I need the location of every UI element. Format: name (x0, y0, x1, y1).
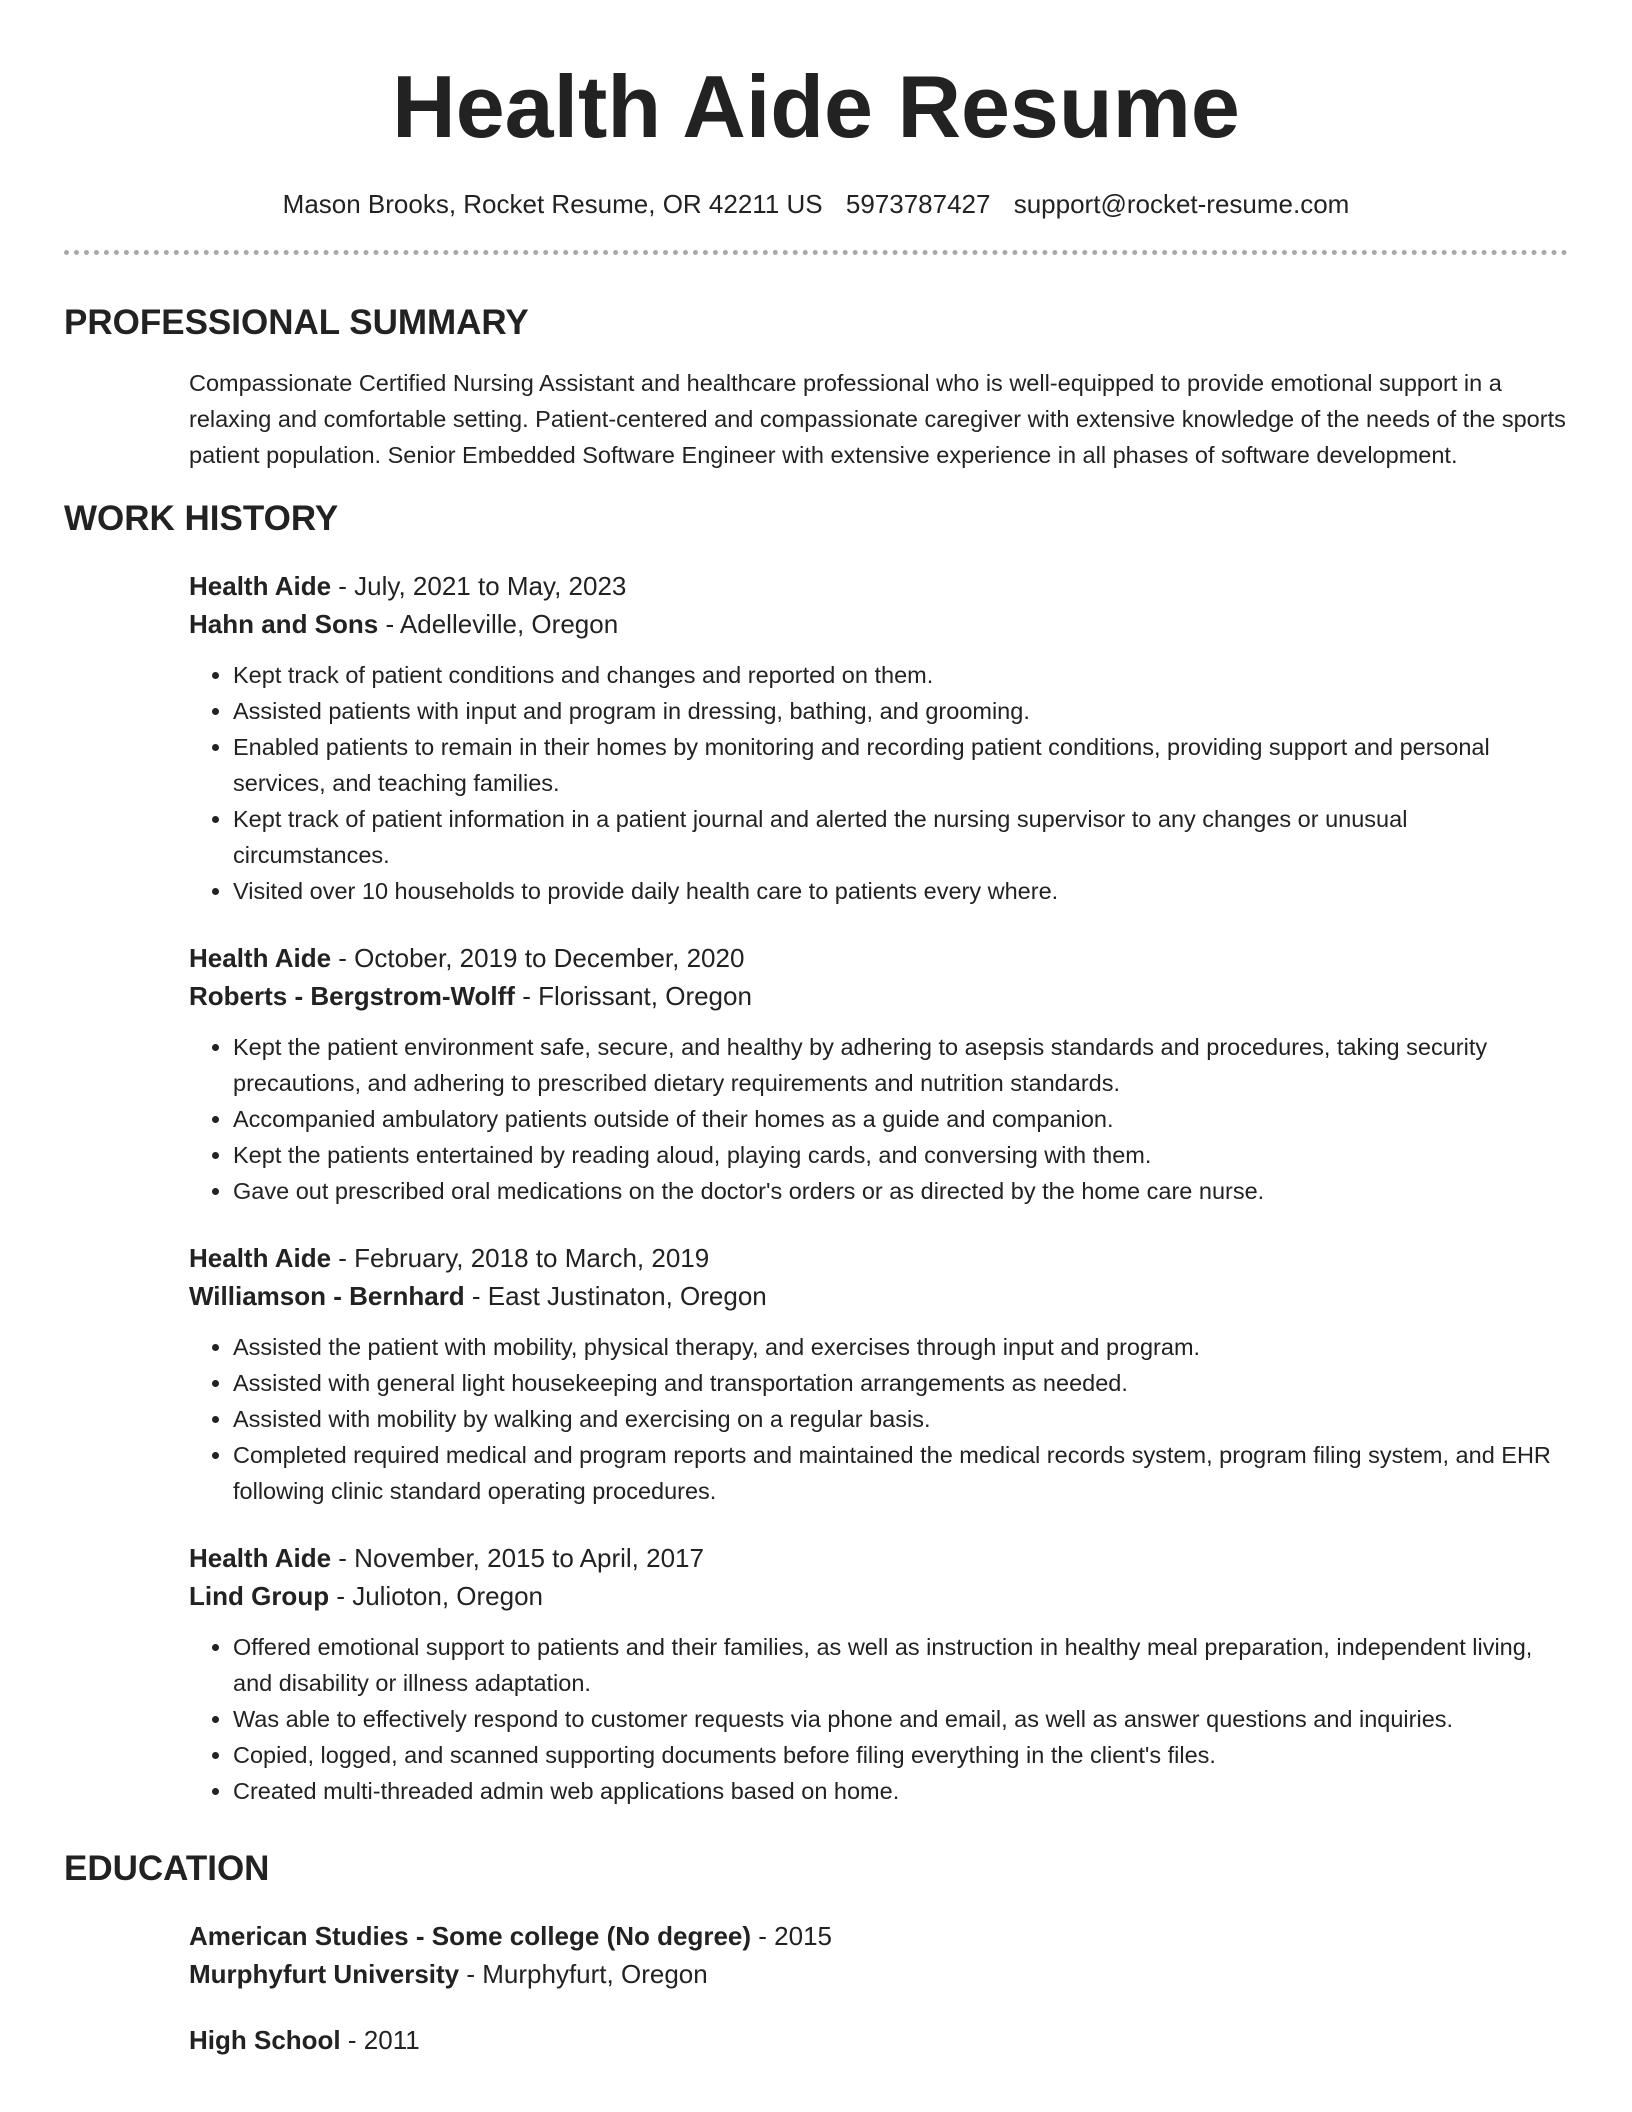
job-title: Health Aide (189, 1243, 332, 1273)
job-title-line (189, 1539, 1568, 1577)
job-location: - Julioton, Oregon (329, 1581, 543, 1611)
contact-phone: 5973787427 (845, 189, 991, 219)
education-heading: EDUCATION (64, 1849, 270, 1888)
contact-email: support@rocket-resume.com (1013, 189, 1350, 219)
job-bullet: • Kept track of patient information in a patient journal and alerted the nursing supervisor to any changes or unusual circumstances. (233, 801, 1568, 873)
job-entry (189, 567, 1568, 909)
job-bullets (189, 1029, 1568, 1209)
job-title-line (189, 567, 1568, 605)
job-bullet: • Kept the patients entertained by reading aloud, playing cards, and conversing with them. (233, 1137, 1568, 1173)
job-entry (189, 939, 1568, 1209)
job-bullet: • Kept the patient environment safe, secure, and healthy by adhering to asepsis standards and procedures, taking security precautions, and adhering to prescribed dietary requirements and nutrition standards. (233, 1029, 1568, 1101)
job-bullet: • Assisted patients with input and program in dressing, bathing, and grooming. (233, 693, 1568, 729)
job-title: Health Aide (189, 1543, 332, 1573)
job-dates: - February, 2018 to March, 2019 (331, 1243, 710, 1273)
job-bullet: • Assisted the patient with mobility, physical therapy, and exercises through input and program. (233, 1329, 1568, 1365)
education-year: - 2011 (340, 2025, 420, 2055)
job-bullets (189, 657, 1568, 909)
job-title: Health Aide (189, 571, 332, 601)
education-year: - 2015 (751, 1921, 832, 1951)
education-school-line (189, 1955, 1632, 1993)
work-history-heading: WORK HISTORY (64, 499, 339, 538)
education-degree-line (189, 1917, 1632, 1955)
job-bullet: • Created multi-threaded admin web applications based on home. (233, 1773, 1568, 1809)
job-bullet: • Offered emotional support to patients and their families, as well as instruction in healthy meal preparation, independent living, and disability or illness adaptation. (233, 1629, 1568, 1701)
job-bullet: • Copied, logged, and scanned supporting documents before filing everything in the client's files. (233, 1737, 1568, 1773)
education-location: - Murphyfurt, Oregon (459, 1959, 708, 1989)
job-bullet: • Assisted with general light housekeeping and transportation arrangements as needed. (233, 1365, 1568, 1401)
job-bullet: • Kept track of patient conditions and changes and reported on them. (233, 657, 1568, 693)
job-company: Lind Group (189, 1581, 330, 1611)
job-location: - Adelleville, Oregon (378, 609, 619, 639)
job-bullet: • Assisted with mobility by walking and exercising on a regular basis. (233, 1401, 1568, 1437)
job-company-line (189, 605, 1568, 643)
job-bullet: • Visited over 10 households to provide daily health care to patients every where. (233, 873, 1568, 909)
job-entry (189, 1239, 1568, 1509)
job-bullet: • Was able to effectively respond to customer requests via phone and email, as well as answer questions and inquiries. (233, 1701, 1568, 1737)
education-degree-line (189, 2021, 1632, 2059)
job-company-line (189, 1277, 1568, 1315)
job-bullets (189, 1629, 1568, 1809)
job-location: - Florissant, Oregon (514, 981, 752, 1011)
job-company: Williamson - Bernhard (189, 1281, 465, 1311)
contact-line (0, 188, 1632, 220)
job-company-line (189, 1577, 1568, 1615)
job-title-line (189, 939, 1568, 977)
education-degree: American Studies - Some college (No degree) (189, 1921, 752, 1951)
summary-text: Compassionate Certified Nursing Assistant and healthcare professional who is well-equipped to provide emotional support in a relaxing and comfortable setting. Patient-centered and compassionate caregiver with extensive knowledge of the needs of the sports patient population. Senior Embedded Software Engineer with extensive experience in all phases of software development. (189, 370, 1566, 468)
education-entry (189, 1917, 1632, 1993)
job-bullet: • Gave out prescribed oral medications on the doctor's orders or as directed by the home care nurse. (233, 1173, 1568, 1209)
job-location: - East Justinaton, Oregon (464, 1281, 767, 1311)
job-company: Hahn and Sons (189, 609, 379, 639)
job-bullet: • Enabled patients to remain in their homes by monitoring and recording patient conditions, providing support and personal services, and teaching families. (233, 729, 1568, 801)
education-entry (189, 2021, 1632, 2059)
resume-title: Health Aide Resume (392, 57, 1240, 156)
summary-heading: PROFESSIONAL SUMMARY (64, 303, 529, 342)
job-bullet: • Accompanied ambulatory patients outside of their homes as a guide and companion. (233, 1101, 1568, 1137)
job-bullets (189, 1329, 1568, 1509)
education-school: Murphyfurt University (189, 1959, 460, 1989)
contact-address: Mason Brooks, Rocket Resume, OR 42211 US (282, 189, 823, 219)
job-dates: - November, 2015 to April, 2017 (331, 1543, 704, 1573)
header-divider (64, 250, 1568, 255)
education-degree: High School (189, 2025, 341, 2055)
job-entry (189, 1539, 1568, 1809)
job-title: Health Aide (189, 943, 332, 973)
job-company-line (189, 977, 1568, 1015)
job-title-line (189, 1239, 1568, 1277)
job-bullet: • Completed required medical and program reports and maintained the medical records system, program filing system, and EHR following clinic standard operating procedures. (233, 1437, 1568, 1509)
job-dates: - October, 2019 to December, 2020 (331, 943, 745, 973)
job-dates: - July, 2021 to May, 2023 (331, 571, 627, 601)
job-company: Roberts - Bergstrom-Wolff (189, 981, 515, 1011)
